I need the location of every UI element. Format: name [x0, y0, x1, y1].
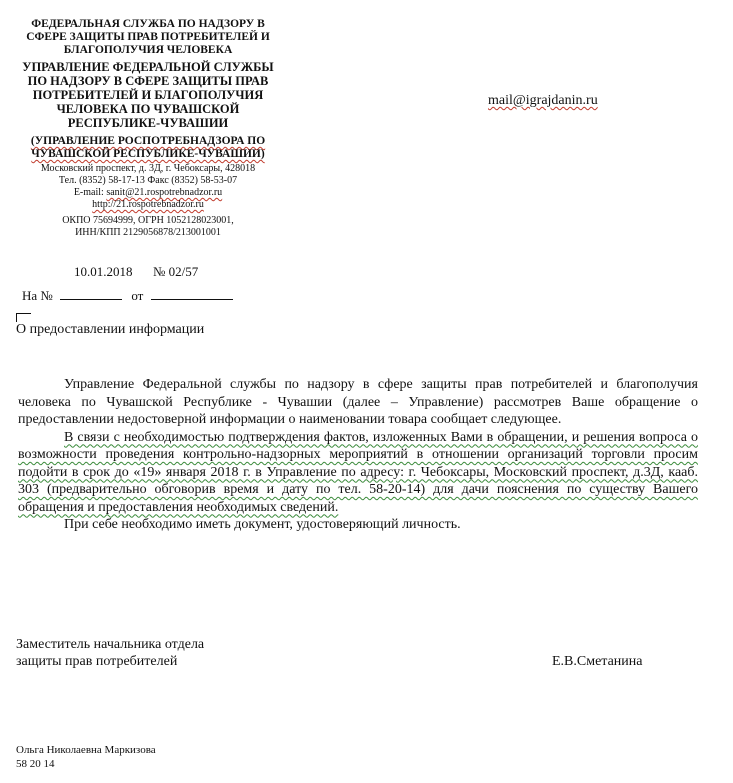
position-line-1: Заместитель начальника отдела	[16, 637, 205, 652]
registration-number-label: №	[153, 264, 166, 279]
subject: О предоставлении информации	[16, 322, 205, 337]
codes-line-2: ИНН/КПП 2129056878/213001001	[75, 227, 221, 238]
department-line: ЧЕЛОВЕКА ПО ЧУВАШСКОЙ	[56, 102, 240, 116]
agency-line: СФЕРЕ ЗАЩИТЫ ПРАВ ПОТРЕБИТЕЛЕЙ И	[26, 31, 270, 43]
department-line: УПРАВЛЕНИЕ ФЕДЕРАЛЬНОЙ СЛУЖБЫ	[22, 60, 274, 74]
department-line: ПО НАДЗОРУ В СФЕРЕ ЗАЩИТЫ ПРАВ	[27, 74, 269, 88]
email-label: E-mail:	[73, 187, 104, 198]
codes-line-1: ОКПО 75694999, ОГРН 1052128023001,	[62, 215, 234, 226]
subject-corner-mark	[16, 313, 31, 322]
website-line	[8, 199, 288, 211]
agency-line: ФЕДЕРАЛЬНАЯ СЛУЖБА ПО НАДЗОРУ В	[31, 18, 265, 30]
executor-name: Ольга Николаевна Маркизова	[16, 744, 156, 756]
paragraph-2: В связи с необходимостью подтверждения фактов, изложенных Вами в обращении, и решения вопроса о возможности проведения контрольно-надзорных мероприятий в отношении организаций торговли просим подойти в срок до «19» января 2018 г. в Управление по адресу: г. Чебоксары, Московский проспект, д.3Д, кааб. 303 (предварительно обговорив время и дату по тел. 58-20-14) для дачи пояснения по существу Вашего обращения и предоставления необходимых сведений.	[18, 429, 698, 515]
agency-name	[8, 18, 288, 57]
email-line	[8, 187, 288, 199]
executor	[16, 743, 156, 771]
executor-phone: 58 20 14	[16, 758, 55, 770]
paragraph-1: Управление Федеральной службы по надзору в сфере защиты прав потребителей и благополучия человека по Чувашской Республике - Чувашии (далее – Управление) рассмотрев Ваше обращение о предоставлении недостоверной информации о наименовании товара сообщает следующее.	[18, 377, 698, 427]
paragraph-3: При себе необходимо иметь документ, удостоверяющий личность.	[64, 517, 461, 532]
recipient-email-text: mail@igrajdanin.ru	[488, 93, 598, 108]
registration-number: 02/57	[168, 264, 199, 279]
recipient-email[interactable]	[488, 93, 598, 109]
letter-body	[18, 376, 698, 534]
website-link[interactable]: http://21.rospotrebnadzor.ru	[92, 199, 204, 210]
department-line: ПОТРЕБИТЕЛЕЙ И БЛАГОПОЛУЧИЯ	[32, 88, 264, 102]
reference-number-field[interactable]	[60, 287, 122, 300]
signatory-name: Е.В.Сметанина	[552, 654, 643, 669]
position-line-2: защиты прав потребителей	[16, 654, 178, 669]
email-link[interactable]: sanit@21.rospotrebnadzor.ru	[106, 187, 223, 198]
reference-date-field[interactable]	[151, 287, 233, 300]
address: Московский проспект, д. 3Д, г. Чебоксары, 428018	[40, 163, 256, 174]
short-name-line: ЧУВАШСКОЙ РЕСПУБЛИКЕ-ЧУВАШИИ)	[31, 148, 265, 160]
reference-label: На №	[22, 288, 53, 303]
signatory-position	[16, 636, 204, 670]
contacts-block	[8, 163, 288, 239]
reference-line	[22, 287, 233, 304]
registration-date: 10.01.2018	[74, 264, 133, 279]
department-name	[8, 60, 288, 130]
agency-line: БЛАГОПОЛУЧИЯ ЧЕЛОВЕКА	[63, 44, 233, 56]
short-name-line: (УПРАВЛЕНИЕ РОСПОТРЕБНАДЗОРА ПО	[30, 135, 266, 147]
phones: Тел. (8352) 58-17-13 Факс (8352) 58-53-07	[58, 175, 238, 186]
reference-from-label: от	[131, 288, 144, 303]
registration-line	[74, 264, 198, 280]
short-name	[8, 135, 288, 161]
department-line: РЕСПУБЛИКЕ-ЧУВАШИИ	[67, 116, 229, 130]
